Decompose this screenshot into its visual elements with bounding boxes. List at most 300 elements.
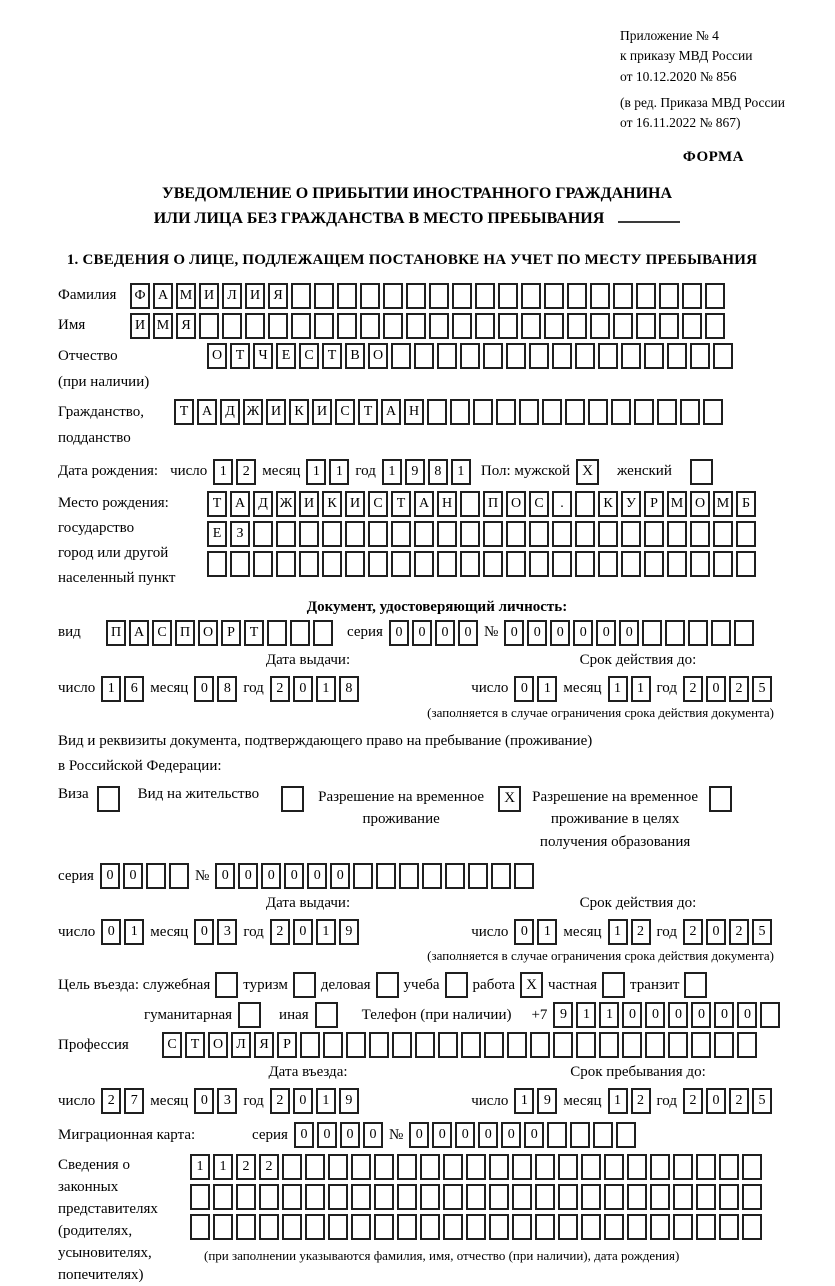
char-cell[interactable] (512, 1154, 532, 1180)
purpose-tourism-checkbox[interactable] (293, 972, 316, 998)
char-cell[interactable]: О (198, 620, 218, 646)
char-cell[interactable]: 2 (729, 919, 749, 945)
char-cell[interactable] (604, 1214, 624, 1240)
char-cell[interactable] (621, 521, 641, 547)
char-cell[interactable]: 1 (537, 919, 557, 945)
char-cell[interactable]: Т (185, 1032, 205, 1058)
char-cell[interactable]: 2 (236, 459, 256, 485)
char-cell[interactable]: 0 (432, 1122, 452, 1148)
char-cell[interactable] (452, 283, 472, 309)
char-cell[interactable] (345, 551, 365, 577)
char-cell[interactable] (290, 620, 310, 646)
char-cell[interactable]: 1 (213, 1154, 233, 1180)
char-cell[interactable] (496, 399, 516, 425)
char-cell[interactable]: О (506, 491, 526, 517)
char-cell[interactable]: О (368, 343, 388, 369)
char-cell[interactable]: 1 (608, 1088, 628, 1114)
char-cell[interactable]: 1 (608, 919, 628, 945)
char-cell[interactable] (422, 863, 442, 889)
char-cell[interactable] (645, 1032, 665, 1058)
char-cell[interactable] (443, 1154, 463, 1180)
char-cell[interactable] (391, 521, 411, 547)
char-cell[interactable]: С (162, 1032, 182, 1058)
char-cell[interactable] (483, 343, 503, 369)
char-cell[interactable] (688, 620, 708, 646)
char-cell[interactable]: 0 (435, 620, 455, 646)
char-cell[interactable] (397, 1184, 417, 1210)
char-cell[interactable] (368, 521, 388, 547)
char-cell[interactable]: 0 (458, 620, 478, 646)
char-cell[interactable]: К (598, 491, 618, 517)
char-cell[interactable]: 1 (306, 459, 326, 485)
char-cell[interactable] (190, 1184, 210, 1210)
char-cell[interactable] (627, 1184, 647, 1210)
char-cell[interactable] (598, 343, 618, 369)
char-cell[interactable] (259, 1214, 279, 1240)
char-cell[interactable]: 0 (101, 919, 121, 945)
char-cell[interactable] (491, 863, 511, 889)
char-cell[interactable] (665, 620, 685, 646)
char-cell[interactable] (598, 551, 618, 577)
char-cell[interactable] (427, 399, 447, 425)
char-cell[interactable] (696, 1214, 716, 1240)
char-cell[interactable] (673, 1184, 693, 1210)
char-cell[interactable]: 5 (752, 1088, 772, 1114)
char-cell[interactable]: 9 (339, 1088, 359, 1114)
char-cell[interactable]: И (130, 313, 150, 339)
char-cell[interactable] (552, 343, 572, 369)
char-cell[interactable] (567, 313, 587, 339)
char-cell[interactable] (636, 313, 656, 339)
char-cell[interactable]: 0 (514, 919, 534, 945)
char-cell[interactable] (576, 1032, 596, 1058)
char-cell[interactable] (544, 313, 564, 339)
purpose-study-checkbox[interactable] (445, 972, 468, 998)
char-cell[interactable] (282, 1184, 302, 1210)
char-cell[interactable] (598, 521, 618, 547)
char-cell[interactable] (450, 399, 470, 425)
char-cell[interactable] (322, 551, 342, 577)
char-cell[interactable] (299, 551, 319, 577)
char-cell[interactable] (634, 399, 654, 425)
char-cell[interactable] (627, 1154, 647, 1180)
purpose-humanitarian-checkbox[interactable] (238, 1002, 261, 1028)
char-cell[interactable]: И (299, 491, 319, 517)
char-cell[interactable] (305, 1154, 325, 1180)
char-cell[interactable]: И (345, 491, 365, 517)
char-cell[interactable] (399, 863, 419, 889)
char-cell[interactable] (575, 521, 595, 547)
char-cell[interactable]: С (368, 491, 388, 517)
char-cell[interactable]: 7 (124, 1088, 144, 1114)
char-cell[interactable]: 0 (645, 1002, 665, 1028)
char-cell[interactable] (443, 1184, 463, 1210)
char-cell[interactable]: 1 (576, 1002, 596, 1028)
char-cell[interactable] (484, 1032, 504, 1058)
purpose-work-checkbox[interactable]: X (520, 972, 543, 998)
char-cell[interactable] (616, 1122, 636, 1148)
char-cell[interactable] (535, 1214, 555, 1240)
char-cell[interactable] (512, 1214, 532, 1240)
char-cell[interactable] (313, 620, 333, 646)
char-cell[interactable] (519, 399, 539, 425)
char-cell[interactable]: 2 (683, 676, 703, 702)
char-cell[interactable]: 1 (631, 676, 651, 702)
char-cell[interactable]: 0 (340, 1122, 360, 1148)
char-cell[interactable] (680, 399, 700, 425)
char-cell[interactable]: 0 (714, 1002, 734, 1028)
char-cell[interactable] (682, 283, 702, 309)
char-cell[interactable] (429, 313, 449, 339)
char-cell[interactable] (498, 313, 518, 339)
char-cell[interactable] (535, 1154, 555, 1180)
char-cell[interactable]: В (345, 343, 365, 369)
char-cell[interactable] (397, 1214, 417, 1240)
char-cell[interactable] (368, 551, 388, 577)
char-cell[interactable] (552, 521, 572, 547)
char-cell[interactable] (742, 1184, 762, 1210)
char-cell[interactable]: С (299, 343, 319, 369)
char-cell[interactable] (593, 1122, 613, 1148)
char-cell[interactable] (483, 551, 503, 577)
char-cell[interactable] (575, 343, 595, 369)
char-cell[interactable]: Е (207, 521, 227, 547)
char-cell[interactable] (328, 1214, 348, 1240)
char-cell[interactable] (642, 620, 662, 646)
purpose-other-checkbox[interactable] (315, 1002, 338, 1028)
char-cell[interactable] (360, 283, 380, 309)
char-cell[interactable]: 2 (270, 1088, 290, 1114)
char-cell[interactable] (713, 521, 733, 547)
char-cell[interactable]: С (529, 491, 549, 517)
visa-checkbox[interactable] (97, 786, 120, 812)
char-cell[interactable]: 5 (752, 676, 772, 702)
char-cell[interactable]: 8 (217, 676, 237, 702)
char-cell[interactable] (682, 313, 702, 339)
char-cell[interactable] (558, 1154, 578, 1180)
char-cell[interactable]: 0 (622, 1002, 642, 1028)
char-cell[interactable] (300, 1032, 320, 1058)
char-cell[interactable]: 0 (293, 1088, 313, 1114)
char-cell[interactable] (705, 283, 725, 309)
char-cell[interactable]: 2 (683, 1088, 703, 1114)
char-cell[interactable] (521, 283, 541, 309)
char-cell[interactable]: 1 (514, 1088, 534, 1114)
char-cell[interactable]: М (667, 491, 687, 517)
gender-male-checkbox[interactable]: X (576, 459, 599, 485)
char-cell[interactable] (581, 1154, 601, 1180)
char-cell[interactable] (314, 283, 334, 309)
char-cell[interactable]: 0 (194, 1088, 214, 1114)
char-cell[interactable] (611, 399, 631, 425)
char-cell[interactable]: А (129, 620, 149, 646)
char-cell[interactable]: Н (404, 399, 424, 425)
char-cell[interactable] (547, 1122, 567, 1148)
char-cell[interactable] (613, 313, 633, 339)
char-cell[interactable] (466, 1214, 486, 1240)
char-cell[interactable]: И (312, 399, 332, 425)
char-cell[interactable] (351, 1214, 371, 1240)
char-cell[interactable] (468, 863, 488, 889)
char-cell[interactable] (305, 1214, 325, 1240)
char-cell[interactable] (644, 551, 664, 577)
char-cell[interactable]: Ч (253, 343, 273, 369)
char-cell[interactable]: Б (736, 491, 756, 517)
char-cell[interactable] (529, 521, 549, 547)
char-cell[interactable] (443, 1214, 463, 1240)
char-cell[interactable]: О (208, 1032, 228, 1058)
char-cell[interactable] (466, 1154, 486, 1180)
char-cell[interactable]: О (207, 343, 227, 369)
char-cell[interactable] (291, 313, 311, 339)
char-cell[interactable] (475, 313, 495, 339)
char-cell[interactable]: 0 (573, 620, 593, 646)
char-cell[interactable]: 2 (631, 919, 651, 945)
char-cell[interactable] (565, 399, 585, 425)
char-cell[interactable]: 0 (596, 620, 616, 646)
char-cell[interactable] (437, 521, 457, 547)
char-cell[interactable]: 0 (478, 1122, 498, 1148)
char-cell[interactable]: Р (277, 1032, 297, 1058)
char-cell[interactable] (276, 521, 296, 547)
char-cell[interactable] (489, 1184, 509, 1210)
char-cell[interactable]: 0 (691, 1002, 711, 1028)
char-cell[interactable] (613, 283, 633, 309)
char-cell[interactable] (760, 1002, 780, 1028)
char-cell[interactable]: К (289, 399, 309, 425)
char-cell[interactable] (460, 521, 480, 547)
char-cell[interactable] (314, 313, 334, 339)
char-cell[interactable]: 5 (752, 919, 772, 945)
char-cell[interactable] (570, 1122, 590, 1148)
char-cell[interactable]: 0 (261, 863, 281, 889)
char-cell[interactable]: А (381, 399, 401, 425)
char-cell[interactable] (452, 313, 472, 339)
char-cell[interactable] (659, 313, 679, 339)
char-cell[interactable]: П (483, 491, 503, 517)
temp-residence-checkbox[interactable]: X (498, 786, 521, 812)
char-cell[interactable] (575, 551, 595, 577)
char-cell[interactable]: А (153, 283, 173, 309)
char-cell[interactable]: 1 (316, 1088, 336, 1114)
char-cell[interactable] (268, 313, 288, 339)
char-cell[interactable] (604, 1154, 624, 1180)
char-cell[interactable] (714, 1032, 734, 1058)
char-cell[interactable] (391, 551, 411, 577)
char-cell[interactable]: А (230, 491, 250, 517)
char-cell[interactable]: Д (253, 491, 273, 517)
char-cell[interactable] (659, 283, 679, 309)
char-cell[interactable] (498, 283, 518, 309)
char-cell[interactable]: 0 (100, 863, 120, 889)
char-cell[interactable] (337, 283, 357, 309)
char-cell[interactable]: З (230, 521, 250, 547)
char-cell[interactable] (713, 551, 733, 577)
char-cell[interactable] (328, 1154, 348, 1180)
char-cell[interactable] (535, 1184, 555, 1210)
char-cell[interactable]: 0 (284, 863, 304, 889)
char-cell[interactable]: 1 (124, 919, 144, 945)
char-cell[interactable] (588, 399, 608, 425)
char-cell[interactable] (529, 551, 549, 577)
char-cell[interactable] (553, 1032, 573, 1058)
char-cell[interactable]: 0 (294, 1122, 314, 1148)
char-cell[interactable]: 1 (329, 459, 349, 485)
char-cell[interactable] (351, 1154, 371, 1180)
char-cell[interactable]: 0 (317, 1122, 337, 1148)
char-cell[interactable] (521, 313, 541, 339)
char-cell[interactable] (489, 1154, 509, 1180)
char-cell[interactable] (734, 620, 754, 646)
char-cell[interactable]: 0 (194, 919, 214, 945)
char-cell[interactable]: 2 (631, 1088, 651, 1114)
char-cell[interactable]: Д (220, 399, 240, 425)
char-cell[interactable] (711, 620, 731, 646)
char-cell[interactable] (222, 313, 242, 339)
char-cell[interactable]: 2 (729, 1088, 749, 1114)
char-cell[interactable]: 0 (307, 863, 327, 889)
char-cell[interactable]: Ж (243, 399, 263, 425)
char-cell[interactable]: 1 (316, 676, 336, 702)
char-cell[interactable] (322, 521, 342, 547)
char-cell[interactable] (567, 283, 587, 309)
char-cell[interactable] (437, 551, 457, 577)
char-cell[interactable]: 1 (382, 459, 402, 485)
char-cell[interactable] (146, 863, 166, 889)
char-cell[interactable] (438, 1032, 458, 1058)
char-cell[interactable] (190, 1214, 210, 1240)
char-cell[interactable]: 0 (527, 620, 547, 646)
char-cell[interactable] (437, 343, 457, 369)
temp-residence-education-checkbox[interactable] (709, 786, 732, 812)
char-cell[interactable] (383, 313, 403, 339)
char-cell[interactable] (667, 521, 687, 547)
char-cell[interactable] (581, 1214, 601, 1240)
char-cell[interactable] (429, 283, 449, 309)
char-cell[interactable]: 0 (123, 863, 143, 889)
char-cell[interactable]: . (552, 491, 572, 517)
char-cell[interactable] (207, 551, 227, 577)
char-cell[interactable]: Я (176, 313, 196, 339)
char-cell[interactable] (650, 1154, 670, 1180)
char-cell[interactable] (392, 1032, 412, 1058)
char-cell[interactable]: 0 (619, 620, 639, 646)
char-cell[interactable] (512, 1184, 532, 1210)
char-cell[interactable]: 0 (409, 1122, 429, 1148)
char-cell[interactable] (406, 283, 426, 309)
char-cell[interactable]: М (153, 313, 173, 339)
char-cell[interactable] (414, 551, 434, 577)
char-cell[interactable] (374, 1184, 394, 1210)
char-cell[interactable] (673, 1214, 693, 1240)
char-cell[interactable] (406, 313, 426, 339)
char-cell[interactable] (473, 399, 493, 425)
char-cell[interactable] (420, 1154, 440, 1180)
char-cell[interactable]: 1 (608, 676, 628, 702)
residence-permit-checkbox[interactable] (281, 786, 304, 812)
char-cell[interactable] (213, 1184, 233, 1210)
char-cell[interactable] (668, 1032, 688, 1058)
char-cell[interactable] (581, 1184, 601, 1210)
char-cell[interactable] (742, 1154, 762, 1180)
char-cell[interactable]: 0 (504, 620, 524, 646)
char-cell[interactable] (719, 1214, 739, 1240)
char-cell[interactable] (622, 1032, 642, 1058)
char-cell[interactable] (742, 1214, 762, 1240)
char-cell[interactable] (420, 1184, 440, 1210)
char-cell[interactable] (236, 1214, 256, 1240)
char-cell[interactable]: Ж (276, 491, 296, 517)
char-cell[interactable] (696, 1184, 716, 1210)
char-cell[interactable]: И (199, 283, 219, 309)
char-cell[interactable] (691, 1032, 711, 1058)
char-cell[interactable] (604, 1184, 624, 1210)
char-cell[interactable] (345, 521, 365, 547)
char-cell[interactable]: 2 (683, 919, 703, 945)
char-cell[interactable]: 0 (293, 919, 313, 945)
char-cell[interactable]: Л (231, 1032, 251, 1058)
char-cell[interactable] (530, 1032, 550, 1058)
char-cell[interactable] (507, 1032, 527, 1058)
char-cell[interactable] (544, 283, 564, 309)
char-cell[interactable] (213, 1214, 233, 1240)
char-cell[interactable] (397, 1154, 417, 1180)
char-cell[interactable] (506, 551, 526, 577)
char-cell[interactable] (376, 863, 396, 889)
char-cell[interactable] (590, 283, 610, 309)
char-cell[interactable] (667, 551, 687, 577)
char-cell[interactable] (705, 313, 725, 339)
char-cell[interactable] (374, 1154, 394, 1180)
char-cell[interactable]: Т (174, 399, 194, 425)
char-cell[interactable]: 1 (451, 459, 471, 485)
char-cell[interactable] (236, 1184, 256, 1210)
char-cell[interactable] (514, 863, 534, 889)
char-cell[interactable] (590, 313, 610, 339)
purpose-private-checkbox[interactable] (602, 972, 625, 998)
char-cell[interactable] (169, 863, 189, 889)
char-cell[interactable]: 1 (190, 1154, 210, 1180)
char-cell[interactable] (253, 521, 273, 547)
char-cell[interactable]: 2 (729, 676, 749, 702)
char-cell[interactable]: 2 (101, 1088, 121, 1114)
char-cell[interactable] (621, 343, 641, 369)
char-cell[interactable]: 3 (217, 919, 237, 945)
char-cell[interactable]: 0 (455, 1122, 475, 1148)
char-cell[interactable]: 1 (599, 1002, 619, 1028)
char-cell[interactable]: 0 (706, 676, 726, 702)
purpose-transit-checkbox[interactable] (684, 972, 707, 998)
char-cell[interactable]: 8 (428, 459, 448, 485)
char-cell[interactable] (483, 521, 503, 547)
char-cell[interactable] (558, 1214, 578, 1240)
char-cell[interactable]: С (152, 620, 172, 646)
char-cell[interactable]: Ф (130, 283, 150, 309)
char-cell[interactable] (253, 551, 273, 577)
char-cell[interactable] (466, 1184, 486, 1210)
char-cell[interactable]: 9 (405, 459, 425, 485)
char-cell[interactable] (690, 343, 710, 369)
char-cell[interactable]: Р (221, 620, 241, 646)
char-cell[interactable] (369, 1032, 389, 1058)
char-cell[interactable] (276, 551, 296, 577)
gender-female-checkbox[interactable] (690, 459, 713, 485)
char-cell[interactable] (259, 1184, 279, 1210)
char-cell[interactable] (391, 343, 411, 369)
char-cell[interactable] (414, 343, 434, 369)
char-cell[interactable]: 1 (316, 919, 336, 945)
char-cell[interactable] (644, 521, 664, 547)
